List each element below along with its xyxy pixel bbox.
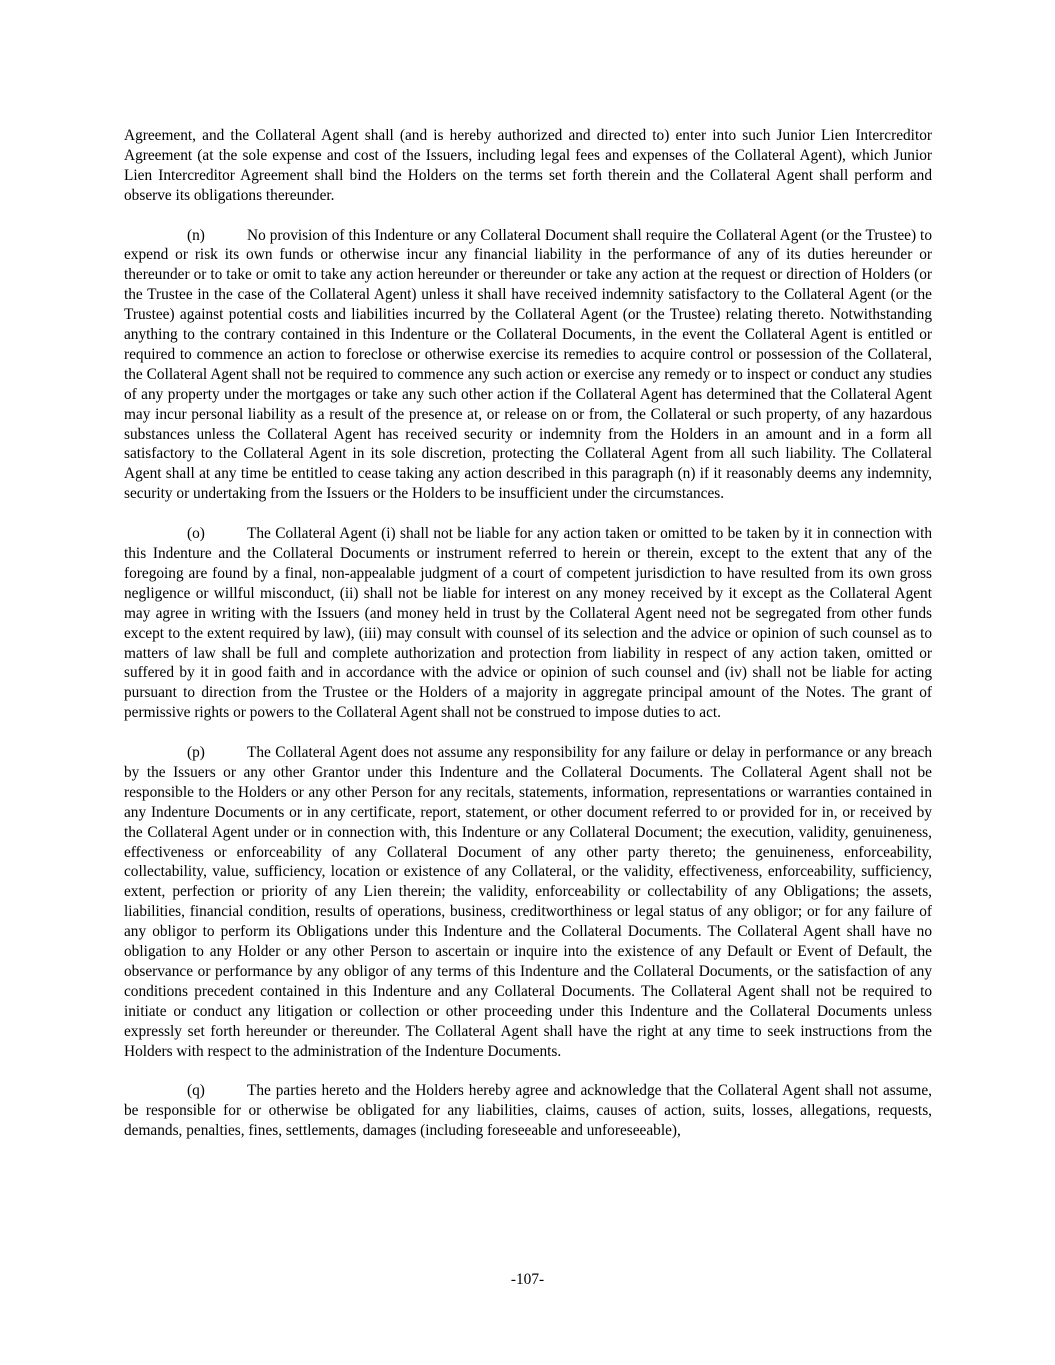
paragraph-text: The Collateral Agent does not assume any responsibility for any failure or delay in performance or any breach by the Issuers or any other Grantor under this Indenture and the Collateral Documents. The Collateral Agent shall not be responsible to the Holders or any other Person for any recitals, statements, information, representations or warranties contained in any Indenture Documents or in any certificate, report, statement, or other document referred to or provided for in, or received by the Collateral Agent under or in connection with, this Indenture or any Collateral Document; the execution, validity, genuineness, effectiveness or enforceability of any Collateral Document of any other party thereto; the genuineness, enforceability, collectability, value, sufficiency, location or existence of any Collateral, or the validity, effectiveness, enforceability, sufficiency, extent, perfection or priority of any Lien therein; the validity, enforceability or collectability of any Obligations; the assets, liabilities, financial condition, results of operations, business, creditworthiness or legal status of any obligor; or for any failure of any obligor to perform its Obligations under this Indenture and the Collateral Documents. The Collateral Agent shall have no obligation to any Holder or any other Person to ascertain or inquire into the existence of any Default or Event of Default, the observance or performance by any obligor of any terms of this Indenture and the Collateral Documents, or the satisfaction of any conditions precedent contained in this Indenture and any Collateral Documents. The Collateral Agent shall not be required to initiate or conduct any litigation or collection or other proceeding under this Indenture and the Collateral Documents unless expressly set forth hereunder or thereunder. The Collateral Agent shall have the right at any time to seek instructions from the Holders with respect to the administration of the Indenture Documents. — [124, 744, 932, 1060]
paragraph-text: No provision of this Indenture or any Collateral Document shall require the Collateral Agent (or the Trustee) to expend or risk its own funds or otherwise incur any financial liability in the performance of any of its duties hereunder or thereunder or to take or omit to take any action hereunder or thereunder or take any action at the request or direction of Holders (or the Trustee in the case of the Collateral Agent) unless it shall have received indemnity satisfactory to the Collateral Agent (or the Trustee) against potential costs and liabilities incurred by the Collateral Agent (or the Trustee) relating thereto. Notwithstanding anything to the contrary contained in this Indenture or the Collateral Documents, in the event the Collateral Agent is entitled or required to commence an action to foreclose or otherwise exercise its remedies to acquire control or possession of the Collateral, the Collateral Agent shall not be required to commence any such action or exercise any remedy or to inspect or conduct any studies of any property under the mortgages or take any such other action if the Collateral Agent has determined that the Collateral Agent may incur personal liability as a result of the presence at, or release on or from, the Collateral or such property, of any hazardous substances unless the Collateral Agent has received security or indemnity from the Holders in an amount and in a form all satisfactory to the Collateral Agent in its sole discretion, protecting the Collateral Agent from all such liability. The Collateral Agent shall at any time be entitled to cease taking any action described in this paragraph (n) if it reasonably deems any indemnity, security or undertaking from the Issuers or the Holders to be insufficient under the circumstances. — [124, 226, 932, 503]
paragraph-q — [124, 1081, 932, 1141]
paragraph-label: (n) — [187, 226, 205, 244]
paragraph-text: The parties hereto and the Holders hereby agree and acknowledge that the Collateral Agent shall not assume, be responsible for or otherwise be obligated for any liabilities, claims, causes of action, suits, losses, allegations, requests, demands, penalties, fines, settlements, damages (including foreseeable and unforeseeable), — [124, 1082, 932, 1140]
paragraph-o — [124, 524, 932, 723]
paragraph-text: Agreement, and the Collateral Agent shall (and is hereby authorized and directed to) enter into such Junior Lien Intercreditor Agreement (at the sole expense and cost of the Issuers, including legal fees and expenses of the Collateral Agent), which Junior Lien Intercreditor Agreement shall bind the Holders on the terms set forth therein and the Collateral Agent shall perform and observe its obligations thereunder. — [124, 127, 932, 204]
paragraph-continuation — [124, 126, 932, 206]
paragraph-label: (p) — [187, 744, 205, 762]
document-body — [124, 126, 932, 1161]
paragraph-text: The Collateral Agent (i) shall not be liable for any action taken or omitted to be taken by it in connection with this Indenture and the Collateral Documents or instrument referred to herein or therein, except to the extent that any of the foregoing are found by a final, non-appealable judgment of a court of competent jurisdiction to have resulted from its own gross negligence or willful misconduct, (ii) shall not be liable for interest on any money received by it except as the Collateral Agent may agree in writing with the Issuers (and money held in trust by the Collateral Agent need not be segregated from other funds except to the extent required by law), (iii) may consult with counsel of its selection and the advice or opinion of such counsel as to matters of law shall be full and complete authorization and protection from liability in respect of any action taken, omitted or suffered by it in good faith and in accordance with the advice or opinion of such counsel and (iv) shall not be liable for acting pursuant to direction from the Trustee or the Holders of a majority in aggregate principal amount of the Notes. The grant of permissive rights or powers to the Collateral Agent shall not be construed to impose duties to act. — [124, 525, 932, 722]
page-number: -107- — [510, 1271, 545, 1288]
paragraph-label: (o) — [187, 525, 205, 543]
paragraph-p — [124, 743, 932, 1062]
paragraph-label: (q) — [187, 1082, 205, 1100]
paragraph-n — [124, 226, 932, 505]
